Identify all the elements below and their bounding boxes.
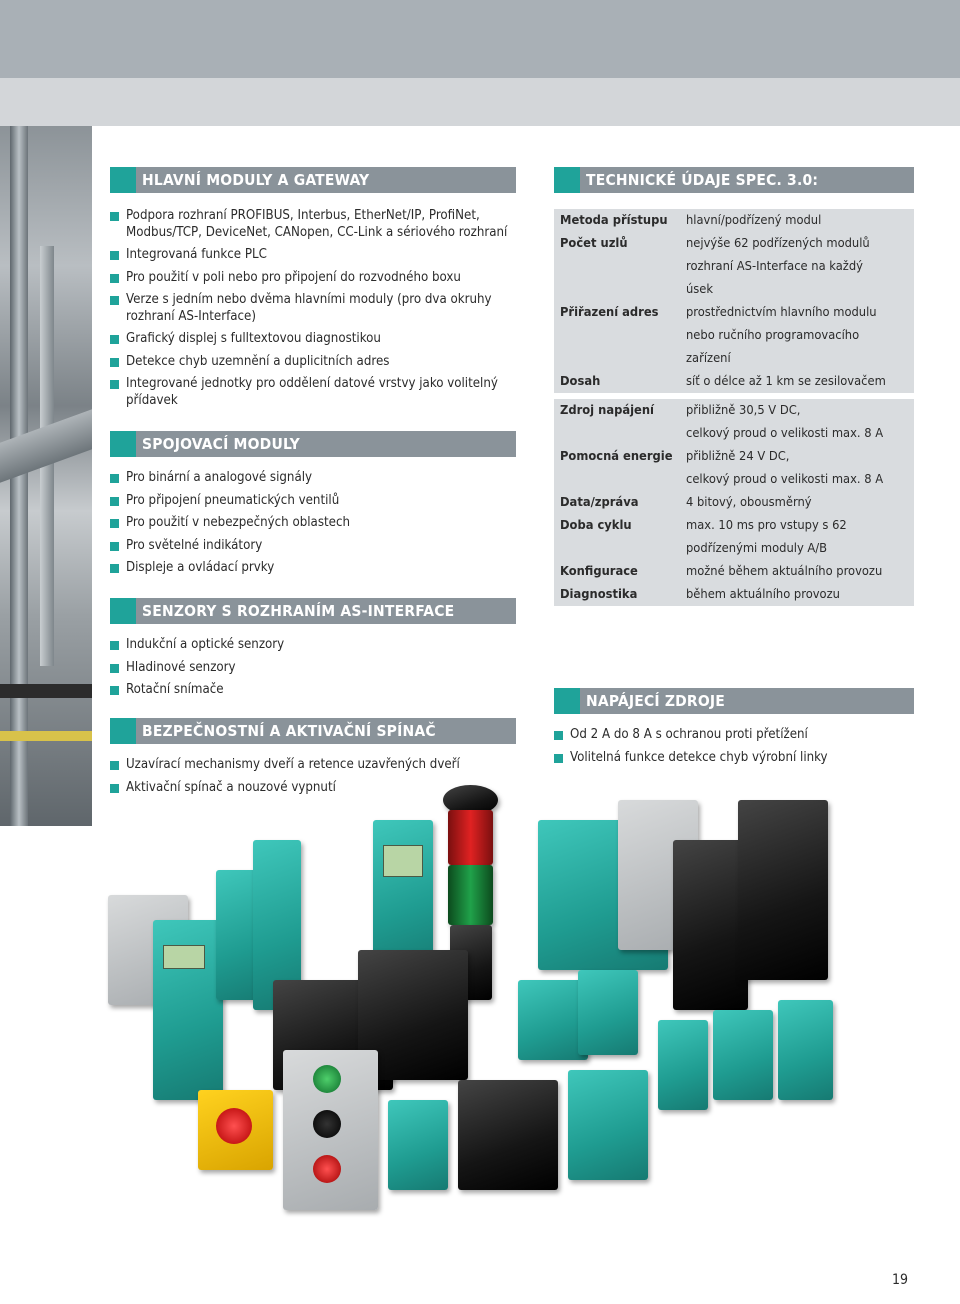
spec-row [554, 514, 914, 537]
master-module [153, 920, 223, 1100]
spec-value: během aktuálního provozu [680, 583, 914, 606]
spec-row [554, 347, 914, 370]
din-module-2 [713, 1010, 773, 1100]
spec-value: hlavní/podřízený modul [680, 209, 914, 232]
factory-photo [0, 126, 92, 826]
accent-square [110, 718, 136, 744]
spec-key: Diagnostika [554, 583, 680, 606]
list-item [110, 331, 510, 348]
list-item [110, 637, 510, 654]
spec-row [554, 324, 914, 347]
section-header-sensors [110, 598, 516, 624]
page-number: 19 [892, 1272, 909, 1288]
top-band-light [0, 78, 960, 126]
accent-square [110, 431, 136, 457]
spec-row [554, 422, 914, 445]
bullet-square [110, 519, 119, 528]
list-item-text: Rotační snímače [126, 682, 224, 697]
bullet-square [110, 686, 119, 695]
list-item [110, 208, 510, 241]
spec-value: úsek [680, 278, 914, 301]
list-item [110, 270, 510, 287]
spec-value: nebo ručního programovacího [680, 324, 914, 347]
bullet-square [110, 542, 119, 551]
spec-key: Přiřazení adres [554, 301, 680, 324]
list-item-text: Pro použití v poli nebo pro připojení do rozvodného boxu [126, 269, 461, 285]
spec-row [554, 468, 914, 491]
spec-row [554, 399, 914, 422]
list-item [554, 727, 914, 744]
spec-key-empty [554, 347, 680, 370]
spec-key-empty [554, 255, 680, 278]
spec-value: podřízenými moduly A/B [680, 537, 914, 560]
bullet-square [110, 251, 119, 260]
list-item-text: Integrovaná funkce PLC [126, 247, 267, 262]
spec-table [554, 209, 914, 606]
top-band [0, 0, 960, 78]
section-title: HLAVNÍ MODULY A GATEWAY [142, 171, 370, 189]
list-item [110, 493, 510, 510]
spec-value: celkový proud o velikosti max. 8 A [680, 468, 914, 491]
spec-key: Zdroj napájení [554, 399, 680, 422]
bullet-square [110, 380, 119, 389]
spec-key-empty [554, 278, 680, 301]
spec-key: Konfigurace [554, 560, 680, 583]
spec-row [554, 537, 914, 560]
power-list [554, 727, 914, 772]
list-item [110, 515, 510, 532]
list-item [110, 538, 510, 555]
list-item-text: Grafický displej s fulltextovou diagnostikou [126, 331, 381, 346]
power-supply-black-1 [673, 840, 748, 1010]
spec-key: Počet uzlů [554, 232, 680, 255]
spec-row [554, 209, 914, 232]
bullet-square [110, 335, 119, 344]
power-supply-black-2 [738, 800, 828, 980]
spec-value: zařízení [680, 347, 914, 370]
bullet-square [110, 641, 119, 650]
button-station-teal [388, 1100, 448, 1190]
spec-value: celkový proud o velikosti max. 8 A [680, 422, 914, 445]
list-item-text: Hladinové senzory [126, 659, 236, 675]
section-header-coupling-modules [110, 431, 516, 457]
spec-value: rozhraní AS-Interface na každý [680, 255, 914, 278]
spec-value: síť o délce až 1 km se zesilovačem [680, 370, 914, 393]
accent-square [554, 167, 580, 193]
section-title: BEZPEČNOSTNÍ A AKTIVAČNÍ SPÍNAČ [142, 722, 436, 740]
bullet-square [554, 731, 563, 740]
list-item-text: Pro připojení pneumatických ventilů [126, 492, 340, 508]
small-module-2 [578, 970, 638, 1055]
list-item-text: Pro světelné indikátory [126, 537, 263, 553]
spec-row [554, 255, 914, 278]
list-item [110, 376, 510, 409]
product-photo [98, 780, 838, 1250]
spec-row [554, 583, 914, 606]
bullet-square [110, 474, 119, 483]
bullet-square [110, 564, 119, 573]
spec-value: max. 10 ms pro vstupy s 62 [680, 514, 914, 537]
list-item [110, 292, 510, 325]
list-item-text: Volitelná funkce detekce chyb výrobní linky [570, 749, 828, 765]
spec-value: přibližně 24 V DC, [680, 445, 914, 468]
list-item-text: Displeje a ovládací prvky [126, 560, 275, 575]
accent-square [110, 167, 136, 193]
main-modules-list [110, 208, 510, 415]
spec-value: nejvýše 62 podřízených modulů [680, 232, 914, 255]
spec-value: prostřednictvím hlavního modulu [680, 301, 914, 324]
section-header-main-modules [110, 167, 516, 193]
spec-value: 4 bitový, obousměrný [680, 491, 914, 514]
spec-key: Metoda přístupu [554, 209, 680, 232]
list-item [110, 470, 510, 487]
list-item [110, 560, 510, 577]
spec-value: možné během aktuálního provozu [680, 560, 914, 583]
list-item [110, 247, 510, 264]
io-module-black [458, 1080, 558, 1190]
handheld-programmer [373, 820, 433, 970]
list-item-text: Od 2 A do 8 A s ochranou proti přetížení [570, 727, 808, 742]
bullet-square [110, 212, 119, 221]
signal-tower-green [448, 865, 493, 925]
section-title: TECHNICKÉ ÚDAJE SPEC. 3.0: [586, 171, 819, 189]
bullet-square [110, 761, 119, 770]
din-module-1 [658, 1020, 708, 1110]
list-item-text: Integrované jednotky pro oddělení datové vrstvy jako volitelný přídavek [126, 376, 498, 408]
spec-key-empty [554, 468, 680, 491]
bullet-square [110, 274, 119, 283]
spec-value: přibližně 30,5 V DC, [680, 399, 914, 422]
list-item-text: Pro použití v nebezpečných oblastech [126, 515, 350, 530]
spec-row [554, 301, 914, 324]
emergency-stop-box [198, 1090, 273, 1170]
coupling-modules-list [110, 470, 510, 583]
list-item [554, 750, 914, 767]
spec-key: Pomocná energie [554, 445, 680, 468]
spec-key: Dosah [554, 370, 680, 393]
bullet-square [554, 754, 563, 763]
accent-square [554, 688, 580, 714]
bullet-square [110, 497, 119, 506]
signal-tower-red [448, 810, 493, 865]
io-module-teal [568, 1070, 648, 1180]
spec-key-empty [554, 537, 680, 560]
spec-row [554, 560, 914, 583]
spec-row [554, 491, 914, 514]
bullet-square [110, 664, 119, 673]
list-item [110, 660, 510, 677]
list-item [110, 354, 510, 371]
section-header-power [554, 688, 914, 714]
section-header-safety [110, 718, 516, 744]
list-item-text: Detekce chyb uzemnění a duplicitních adres [126, 353, 390, 369]
spec-row [554, 370, 914, 393]
list-item [110, 757, 510, 774]
section-header-tech [554, 167, 914, 193]
bullet-square [110, 296, 119, 305]
spec-row [554, 445, 914, 468]
list-item-text: Uzavírací mechanismy dveří a retence uzavřených dveří [126, 757, 460, 772]
bullet-square [110, 358, 119, 367]
list-item-text: Aktivační spínač a nouzové vypnutí [126, 779, 336, 795]
list-item-text: Verze s jedním nebo dvěma hlavními moduly (pro dva okruhy rozhraní AS-Interface) [126, 292, 492, 324]
list-item-text: Podpora rozhraní PROFIBUS, Interbus, EtherNet/IP, ProfiNet, Modbus/TCP, DeviceNet, CANopen, CC-Link a sériového rozhraní [126, 208, 508, 240]
din-module-3 [778, 1000, 833, 1100]
section-title: NAPÁJECÍ ZDROJE [586, 692, 726, 710]
section-title: SENZORY S ROZHRANÍM AS-INTERFACE [142, 602, 455, 620]
spec-key: Data/zpráva [554, 491, 680, 514]
list-item-text: Pro binární a analogové signály [126, 470, 313, 485]
button-box [283, 1050, 378, 1210]
spec-key-empty [554, 422, 680, 445]
list-item [110, 682, 510, 699]
list-item-text: Indukční a optické senzory [126, 637, 285, 652]
section-title: SPOJOVACÍ MODULY [142, 435, 300, 453]
accent-square [110, 598, 136, 624]
spec-key: Doba cyklu [554, 514, 680, 537]
sensors-list [110, 637, 510, 705]
spec-key-empty [554, 324, 680, 347]
spec-row [554, 232, 914, 255]
spec-row [554, 278, 914, 301]
